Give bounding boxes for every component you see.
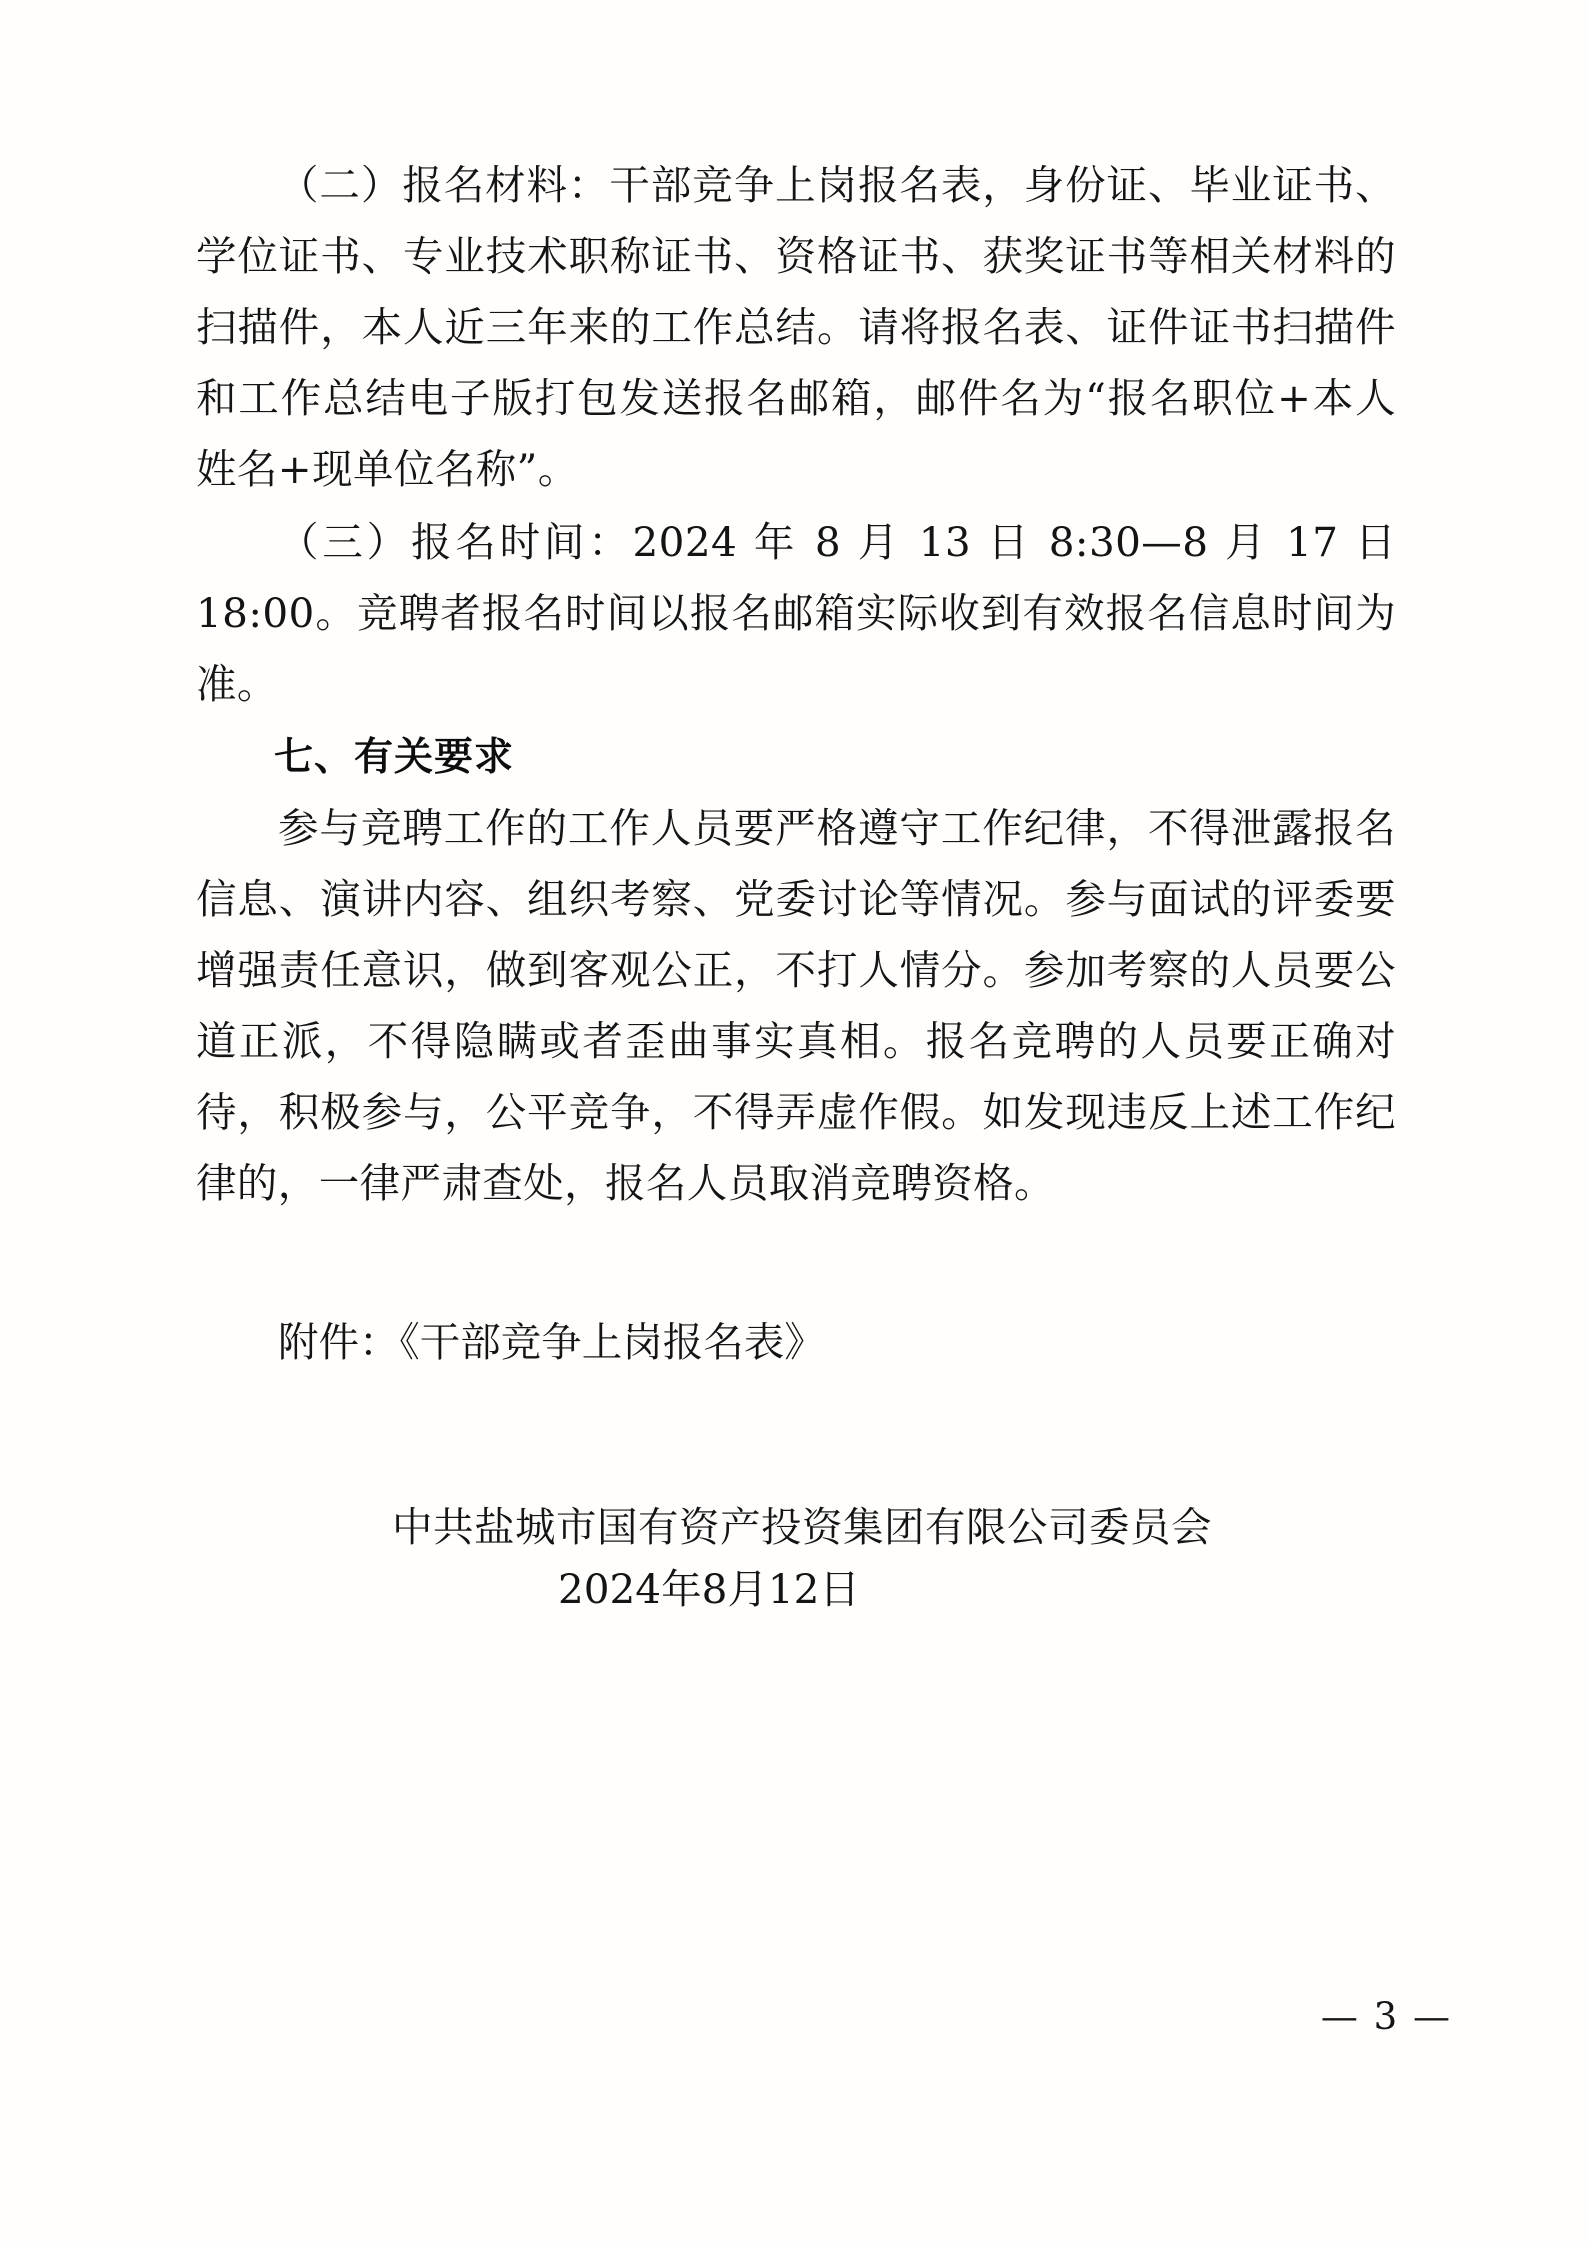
signature-date: 2024年8月12日	[558, 1565, 860, 1613]
section-heading-requirements: 七、有关要求	[274, 735, 515, 780]
paragraph-registration-time: （三）报名时间：2024 年 8 月 13 日 8:30—8 月 17 日 18:00。竞聘者报名时间以报名邮箱实际收到有效报名信息时间为准。	[196, 518, 1396, 708]
document-body	[196, 150, 1396, 1620]
paragraph-registration-materials: （二）报名材料：干部竞争上岗报名表，身份证、毕业证书、学位证书、专业技术职称证书、资格证书、获奖证书等相关材料的扫描件，本人近三年来的工作总结。请将报名表、证件证书扫描件和工作总结电子版打包发送报名邮箱，邮件名为“报名职位+本人姓名+现单位名称”。	[196, 161, 1396, 493]
page-number: — 3 —	[1320, 1995, 1452, 2038]
attachment-spacer	[196, 1219, 1396, 1307]
signature-block	[196, 1496, 1396, 1620]
attachment-line: 附件：《干部竞争上岗报名表》	[278, 1318, 825, 1366]
paragraph-discipline-requirements: 参与竞聘工作的工作人员要严格遵守工作纪律，不得泄露报名信息、演讲内容、组织考察、党委讨论等情况。参与面试的评委要增强责任意识，做到客观公正，不打人情分。参加考察的人员要公道正派，不得隐瞒或者歪曲事实真相。报名竞聘的人员要正确对待，积极参与，公平竞争，不得弄虚作假。如发现违反上述工作纪律的，一律严肃查处，报名人员取消竞聘资格。	[196, 804, 1396, 1207]
signature-organization: 中共盐城市国有资产投资集团有限公司委员会	[392, 1503, 1212, 1551]
page-footer	[0, 1995, 1452, 2038]
